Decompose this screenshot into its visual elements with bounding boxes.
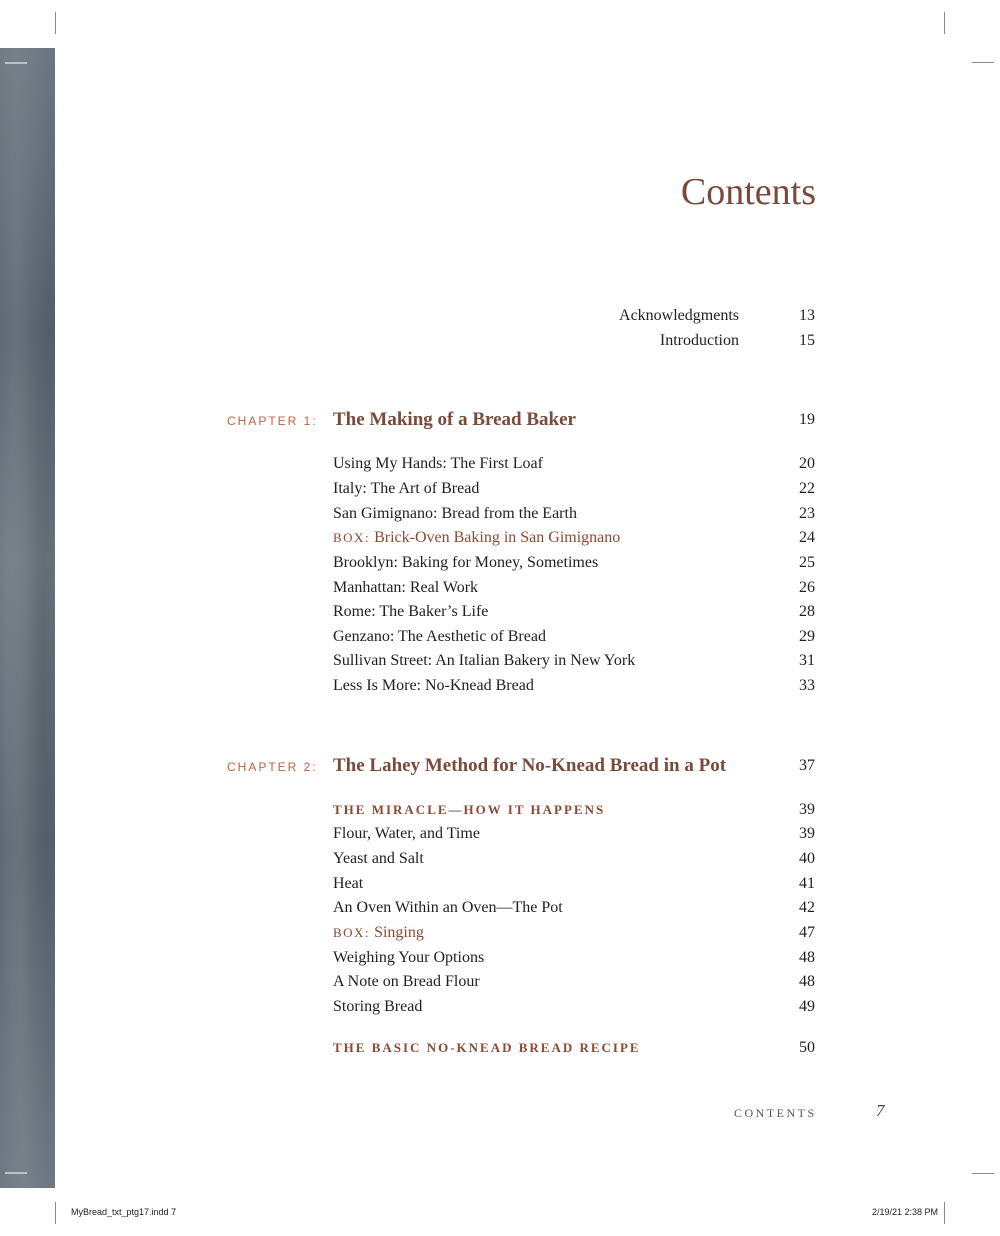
toc-entry-label: Sullivan Street: An Italian Bakery in New York bbox=[333, 652, 636, 669]
box-title: Singing bbox=[374, 924, 424, 941]
crop-mark bbox=[972, 1173, 994, 1174]
toc-entry[interactable] bbox=[333, 674, 815, 698]
chapter-page: 19 bbox=[799, 411, 815, 428]
toc-entry[interactable] bbox=[333, 896, 815, 920]
crop-mark bbox=[944, 12, 945, 34]
toc-entry-page: 25 bbox=[799, 554, 815, 571]
toc-entry-box[interactable] bbox=[333, 526, 815, 550]
toc-entry-label: Less Is More: No-Knead Bread bbox=[333, 677, 534, 694]
toc-entry-label: Introduction bbox=[659, 332, 739, 349]
toc-entry[interactable] bbox=[333, 970, 815, 994]
print-slug-file: MyBread_txt_ptg17.indd 7 bbox=[71, 1207, 177, 1217]
toc-entry[interactable] bbox=[333, 551, 815, 575]
toc-entry-page: 39 bbox=[799, 801, 815, 818]
toc-entry-label bbox=[333, 526, 620, 550]
toc-entry-page: 41 bbox=[799, 875, 815, 892]
toc-entry-label bbox=[333, 921, 424, 945]
chapter-tag: CHAPTER 1: bbox=[227, 414, 318, 428]
toc-entry-page: 47 bbox=[799, 924, 815, 941]
toc-entry[interactable] bbox=[333, 576, 815, 600]
toc-entry-label: Rome: The Baker’s Life bbox=[333, 603, 489, 620]
chapter-title: The Lahey Method for No-Knead Bread in a Pot bbox=[333, 755, 727, 776]
toc-entry[interactable] bbox=[333, 995, 815, 1019]
toc-entry-acknowledgments[interactable] bbox=[560, 304, 815, 328]
print-slug-date: 2/19/21 2:38 PM bbox=[871, 1207, 938, 1217]
page-title: Contents bbox=[680, 171, 816, 213]
crop-mark bbox=[972, 62, 994, 63]
page-number: 7 bbox=[876, 1101, 885, 1120]
toc-entry-page: 24 bbox=[799, 529, 815, 546]
toc-entry-label: A Note on Bread Flour bbox=[333, 973, 480, 990]
crop-mark bbox=[944, 1202, 945, 1224]
toc-entry-label: Flour, Water, and Time bbox=[333, 825, 480, 842]
toc-entry-page: 15 bbox=[799, 332, 815, 349]
toc-entry[interactable] bbox=[333, 872, 815, 896]
toc-entry[interactable] bbox=[333, 625, 815, 649]
toc-entry-page: 20 bbox=[799, 455, 815, 472]
chapter-tag: CHAPTER 2: bbox=[227, 760, 318, 774]
box-prefix: BOX: bbox=[333, 925, 371, 940]
toc-entry-label: Brooklyn: Baking for Money, Sometimes bbox=[333, 554, 599, 571]
toc-entry-page: 31 bbox=[799, 652, 815, 669]
toc-entry-label: Italy: The Art of Bread bbox=[333, 480, 480, 497]
toc-entry[interactable] bbox=[333, 822, 815, 846]
toc-section[interactable] bbox=[333, 798, 815, 822]
toc-entry-page: 29 bbox=[799, 628, 815, 645]
chapter-page: 37 bbox=[799, 757, 815, 774]
section-label: THE MIRACLE—HOW IT HAPPENS bbox=[333, 802, 606, 817]
toc-entry-label: An Oven Within an Oven—The Pot bbox=[333, 899, 563, 916]
toc-entry-page: 50 bbox=[799, 1039, 815, 1056]
crop-mark bbox=[55, 12, 56, 34]
crop-mark bbox=[5, 1172, 27, 1174]
toc-entry-page: 22 bbox=[799, 480, 815, 497]
chapter-heading[interactable] bbox=[333, 753, 815, 779]
toc-entry-introduction[interactable] bbox=[560, 329, 815, 353]
toc-entry-label: Using My Hands: The First Loaf bbox=[333, 455, 543, 472]
section-label: THE BASIC NO-KNEAD BREAD RECIPE bbox=[333, 1040, 641, 1055]
toc-entry[interactable] bbox=[333, 600, 815, 624]
toc-entry[interactable] bbox=[333, 847, 815, 871]
toc-entry-page: 40 bbox=[799, 850, 815, 867]
toc-entry-label: San Gimignano: Bread from the Earth bbox=[333, 505, 577, 522]
toc-entry-page: 42 bbox=[799, 899, 815, 916]
toc-entry-label: Storing Bread bbox=[333, 998, 423, 1015]
toc-entry[interactable] bbox=[333, 477, 815, 501]
toc-entry-label: Manhattan: Real Work bbox=[333, 579, 479, 596]
toc-entry-page: 26 bbox=[799, 579, 815, 596]
toc-entry-page: 33 bbox=[799, 677, 815, 694]
stone-texture-strip bbox=[0, 48, 55, 1188]
toc-entry[interactable] bbox=[333, 946, 815, 970]
toc-entry-box[interactable] bbox=[333, 921, 815, 945]
toc-entry-page: 49 bbox=[799, 998, 815, 1015]
toc-entry-page: 39 bbox=[799, 825, 815, 842]
toc-entry-page: 48 bbox=[799, 973, 815, 990]
toc-entry-page: 23 bbox=[799, 505, 815, 522]
toc-entry[interactable] bbox=[333, 649, 815, 673]
toc-entry-label: Heat bbox=[333, 875, 364, 892]
crop-mark bbox=[5, 62, 27, 64]
running-footer: CONTENTS bbox=[734, 1106, 817, 1120]
toc-entry-label: Yeast and Salt bbox=[333, 850, 424, 867]
crop-mark bbox=[55, 1202, 56, 1224]
toc-entry-label: Acknowledgments bbox=[619, 307, 739, 324]
toc-entry-label: Genzano: The Aesthetic of Bread bbox=[333, 628, 546, 645]
box-title: Brick-Oven Baking in San Gimignano bbox=[374, 529, 621, 546]
toc-entry[interactable] bbox=[333, 502, 815, 526]
toc-entry-label: Weighing Your Options bbox=[333, 949, 485, 966]
chapter-title: The Making of a Bread Baker bbox=[333, 409, 576, 430]
chapter-heading[interactable] bbox=[333, 407, 815, 433]
toc-entry-page: 28 bbox=[799, 603, 815, 620]
toc-entry[interactable] bbox=[333, 452, 815, 476]
toc-entry-page: 13 bbox=[799, 307, 815, 324]
toc-entry-page: 48 bbox=[799, 949, 815, 966]
toc-section-recipe[interactable] bbox=[333, 1036, 815, 1060]
box-prefix: BOX: bbox=[333, 530, 371, 545]
